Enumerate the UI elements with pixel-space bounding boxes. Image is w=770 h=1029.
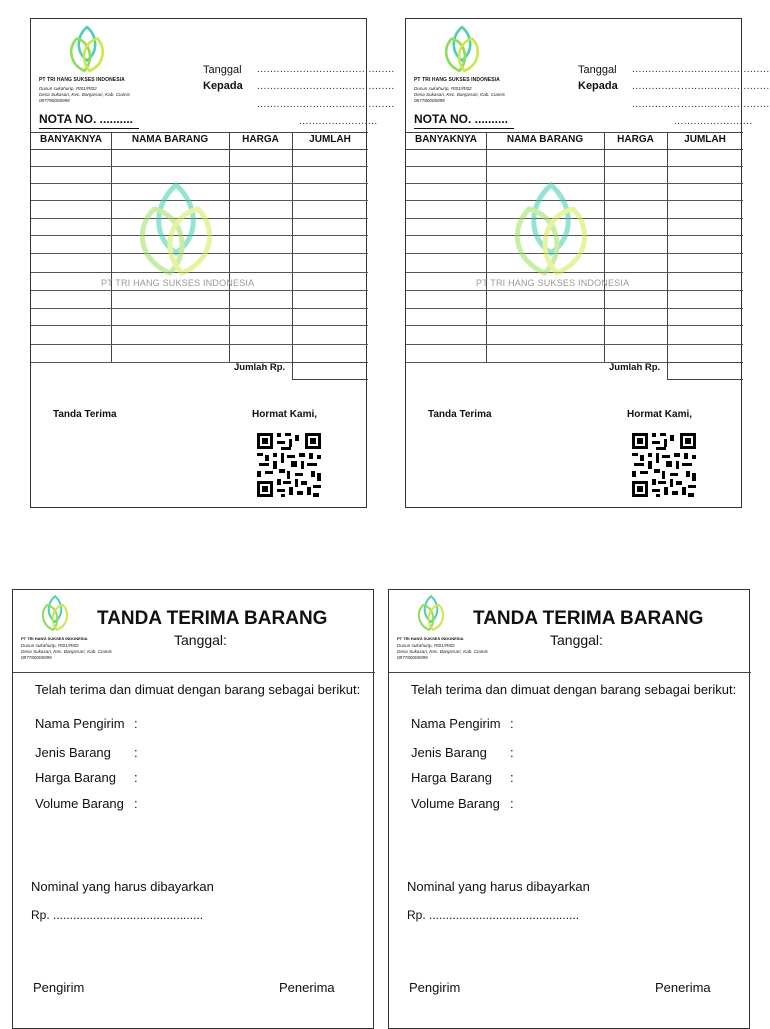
table-row[interactable] [31, 325, 368, 326]
company-address-line-1: Dusun sukahurip, Rt01/Rt02 [397, 643, 455, 648]
tanggal-label: Tanggal [578, 64, 617, 76]
company-logo-icon [33, 593, 77, 633]
intro-text: Telah terima dan dimuat dengan barang sebagai berikut: [35, 682, 361, 697]
table-top-border [31, 132, 368, 133]
field-colon: : [134, 770, 138, 785]
jenis-barang-label: Jenis Barang [411, 745, 487, 760]
column-header-banyaknya: BANYAKNYA [39, 134, 103, 145]
kepada-field-line-2[interactable]: .......................................... [257, 99, 395, 110]
field-colon: : [510, 796, 514, 811]
kepada-field-line-3[interactable]: ........................ [299, 116, 378, 127]
form-title: TANDA TERIMA BARANG [473, 608, 704, 629]
header-divider [13, 672, 375, 673]
field-colon: : [134, 745, 138, 760]
kepada-field-line-3[interactable]: ........................ [674, 116, 753, 127]
company-address-line-1: Dusun sukahurip, Rt01/Rt02 [39, 86, 97, 91]
intro-text: Telah terima dan dimuat dengan barang sebagai berikut: [411, 682, 737, 697]
tanggal-label: Tanggal: [550, 632, 603, 648]
company-address-line-2: Desa Sukasari, Kec. Banjarsari, Kab. Ciamis [39, 92, 130, 97]
nominal-field[interactable]: Rp. ............................................. [31, 908, 204, 922]
nama-pengirim-label: Nama Pengirim [411, 716, 501, 731]
nominal-label: Nominal yang harus dibayarkan [31, 879, 214, 894]
table-row[interactable] [406, 344, 743, 345]
volume-barang-label: Volume Barang [411, 796, 500, 811]
kepada-label: Kepada [203, 80, 243, 92]
kepada-label: Kepada [578, 80, 618, 92]
nama-pengirim-label: Nama Pengirim [35, 716, 125, 731]
table-row[interactable] [406, 308, 743, 309]
jumlah-field[interactable] [292, 362, 368, 380]
nota-number: NOTA NO. .......... [39, 112, 134, 126]
company-logo-icon [409, 593, 453, 633]
nota-form-right [405, 18, 770, 508]
field-colon: : [510, 770, 514, 785]
company-address-line-2: Desa Sukasari, Kec. Banjarsari, Kab. Ciamis [21, 649, 112, 654]
jumlah-field[interactable] [667, 362, 743, 380]
column-header-jumlah: JUMLAH [309, 134, 351, 145]
tanda-terima-label: Tanda Terima [428, 409, 492, 420]
company-logo-icon [434, 23, 490, 75]
harga-barang-label: Harga Barang [35, 770, 116, 785]
table-header-border [406, 149, 743, 150]
nota-number: NOTA NO. .......... [414, 112, 509, 126]
nominal-field[interactable]: Rp. ............................................. [407, 908, 580, 922]
penerima-label: Penerima [279, 980, 335, 995]
table-header-border [31, 149, 368, 150]
tanggal-field[interactable]: .......................................... [257, 64, 395, 75]
field-colon: : [510, 716, 514, 731]
column-header-jumlah: JUMLAH [684, 134, 726, 145]
company-address-line-1: Dusun sukahurip, Rt01/Rt02 [414, 86, 472, 91]
watermark-text: PT TRI HANG SUKSES INDONESIA [101, 278, 255, 288]
tanda-terima-form-left [12, 589, 374, 1029]
column-header-harga: HARGA [242, 134, 279, 145]
company-name: PT TRI HANG SUKSES INDONESIA [21, 636, 88, 641]
nota-number-underline [39, 128, 139, 129]
table-row[interactable] [406, 325, 743, 326]
company-name: PT TRI HANG SUKSES INDONESIA [414, 77, 500, 83]
watermark-text: PT TRI HANG SUKSES INDONESIA [476, 278, 630, 288]
qr-code-icon [255, 431, 323, 499]
column-header-nama-barang: NAMA BARANG [506, 134, 584, 145]
tanggal-label: Tanggal: [174, 632, 227, 648]
pengirim-label: Pengirim [33, 980, 85, 995]
watermark-logo-icon [126, 179, 226, 279]
kepada-field[interactable]: .......................................... [632, 81, 770, 92]
column-header-harga: HARGA [617, 134, 654, 145]
header-divider [389, 672, 751, 673]
tanda-terima-label: Tanda Terima [53, 409, 117, 420]
watermark-logo-icon [501, 179, 601, 279]
jumlah-label: Jumlah Rp. [609, 362, 661, 373]
table-row[interactable] [406, 166, 743, 167]
company-phone: 087780006998 [39, 98, 70, 103]
hormat-kami-label: Hormat Kami, [252, 409, 318, 420]
company-address-line-2: Desa Sukasari, Kec. Banjarsari, Kab. Ciamis [414, 92, 505, 97]
kepada-field-line-2[interactable]: .......................................... [632, 99, 770, 110]
qr-code-icon [630, 431, 698, 499]
penerima-label: Penerima [655, 980, 711, 995]
tanggal-field[interactable]: .......................................... [632, 64, 770, 75]
field-colon: : [510, 745, 514, 760]
company-logo-icon [59, 23, 115, 75]
table-row[interactable] [31, 166, 368, 167]
company-address-line-1: Dusun sukahurip, Rt01/Rt02 [21, 643, 79, 648]
field-colon: : [134, 796, 138, 811]
volume-barang-label: Volume Barang [35, 796, 124, 811]
harga-barang-label: Harga Barang [411, 770, 492, 785]
tanggal-label: Tanggal [203, 64, 242, 76]
table-row[interactable] [31, 344, 368, 345]
pengirim-label: Pengirim [409, 980, 461, 995]
column-header-banyaknya: BANYAKNYA [414, 134, 478, 145]
company-phone: 087780006998 [414, 98, 445, 103]
company-phone: 087780006998 [397, 655, 428, 660]
company-address-line-2: Desa Sukasari, Kec. Banjarsari, Kab. Ciamis [397, 649, 488, 654]
form-title: TANDA TERIMA BARANG [97, 608, 328, 629]
nota-form-left [30, 18, 395, 508]
nominal-label: Nominal yang harus dibayarkan [407, 879, 590, 894]
jumlah-label: Jumlah Rp. [234, 362, 286, 373]
company-name: PT TRI HANG SUKSES INDONESIA [39, 77, 125, 83]
company-name: PT TRI HANG SUKSES INDONESIA [397, 636, 464, 641]
company-phone: 087780006998 [21, 655, 52, 660]
column-header-nama-barang: NAMA BARANG [131, 134, 209, 145]
table-top-border [406, 132, 743, 133]
field-colon: : [134, 716, 138, 731]
hormat-kami-label: Hormat Kami, [627, 409, 693, 420]
table-row[interactable] [31, 290, 368, 291]
jenis-barang-label: Jenis Barang [35, 745, 111, 760]
kepada-field[interactable]: .......................................... [257, 81, 395, 92]
tanda-terima-form-right [388, 589, 750, 1029]
nota-number-underline [414, 128, 514, 129]
table-row[interactable] [31, 308, 368, 309]
table-row[interactable] [406, 290, 743, 291]
